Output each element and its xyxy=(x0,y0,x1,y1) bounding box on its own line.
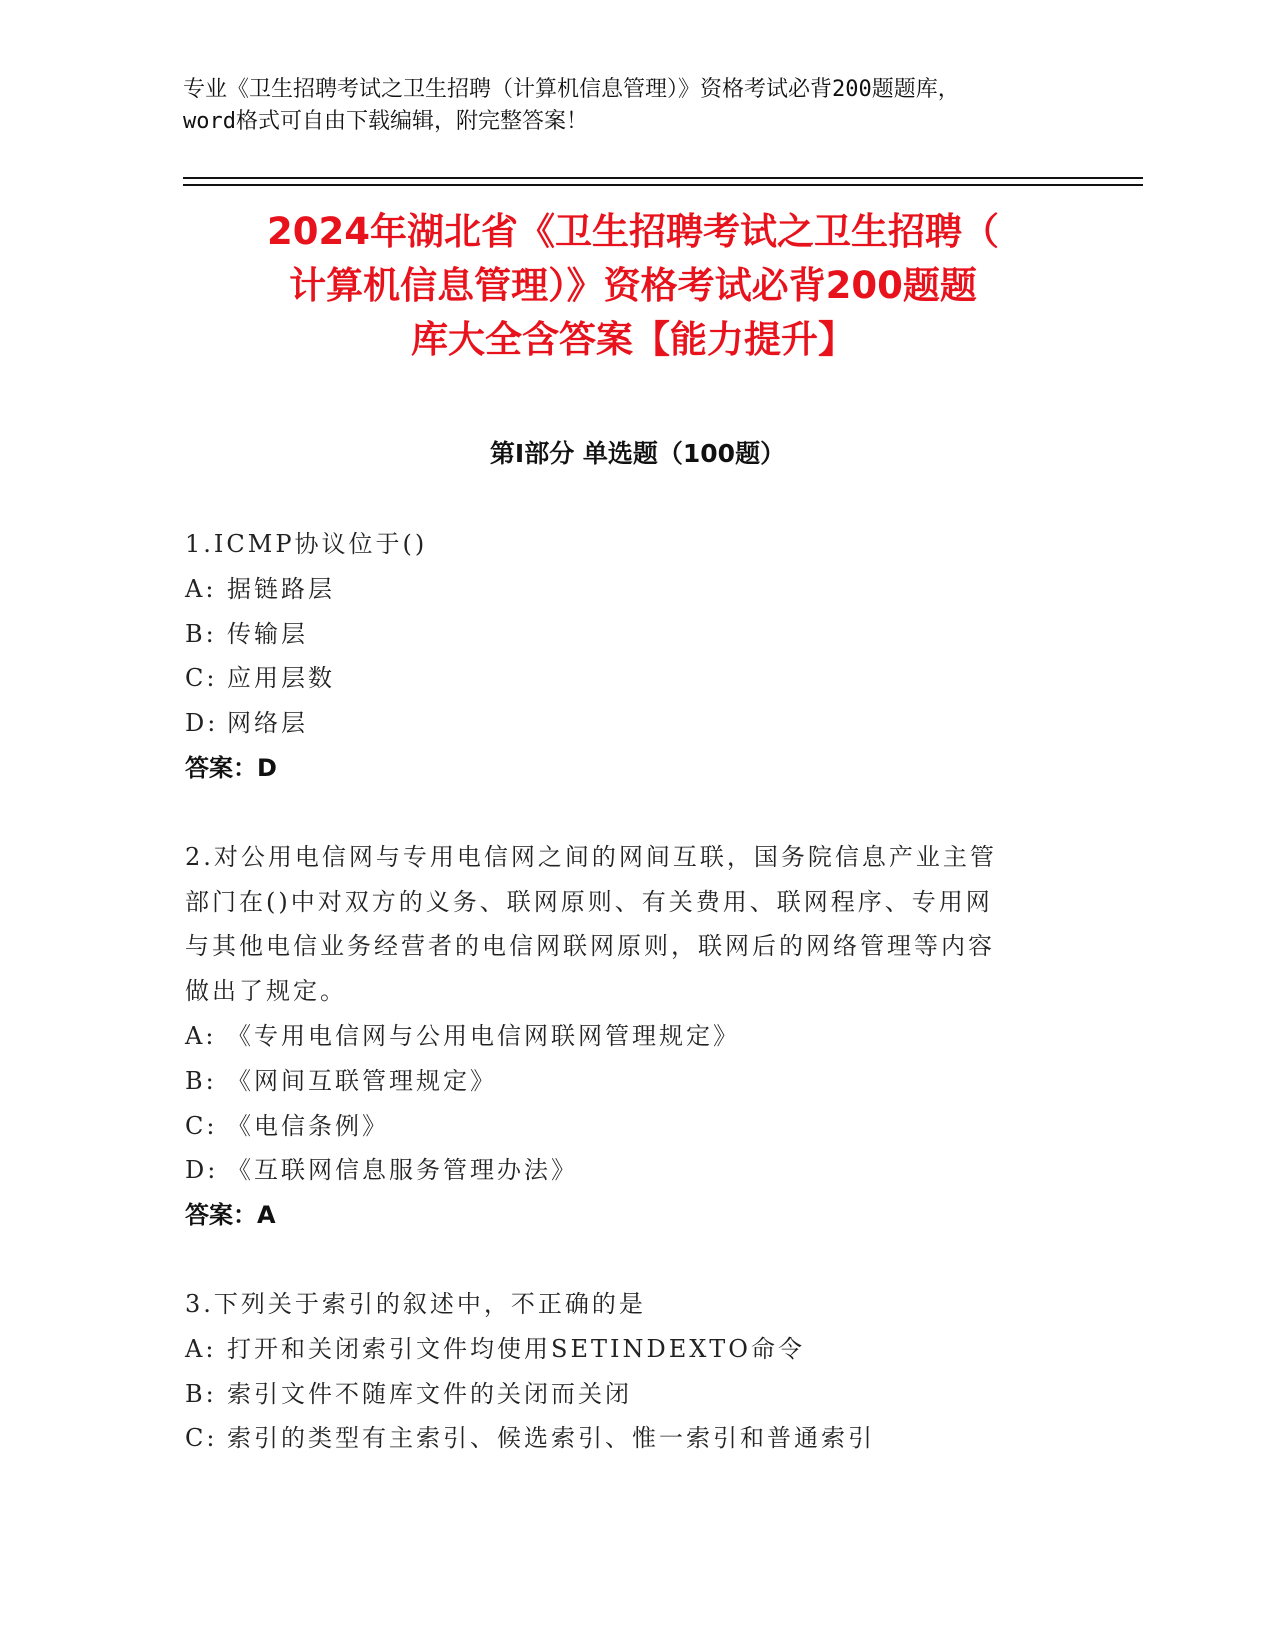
option-c xyxy=(185,1104,1065,1149)
question-stem-line: 1.ICMP协议位于() xyxy=(185,530,428,558)
question-1 xyxy=(185,522,1065,791)
option-a xyxy=(185,1327,1065,1372)
option-a xyxy=(185,567,1065,612)
option-b xyxy=(185,1372,1065,1417)
answer-line: 答案：D xyxy=(185,753,277,782)
option-a xyxy=(185,1014,1065,1059)
header-divider-top xyxy=(183,177,1143,179)
option-text: 《网间互联管理规定》 xyxy=(227,1066,497,1095)
question-stem-line: 部门在()中对双方的义务、联网原则、有关费用、联网程序、专用网 xyxy=(185,887,993,916)
option-letter: B: xyxy=(185,619,217,648)
question-stem-line: 2.对公用电信网与专用电信网之间的网间互联，国务院信息产业主管 xyxy=(185,842,997,871)
option-letter: D: xyxy=(185,1156,219,1185)
question-list xyxy=(185,522,1065,1505)
option-text: 据链路层 xyxy=(227,574,335,603)
option-letter: C: xyxy=(185,664,218,693)
document-title-line-2: 计算机信息管理）》资格考试必背200题题 xyxy=(289,264,977,307)
option-text: 应用层数 xyxy=(227,664,335,693)
question-stem xyxy=(185,1282,1065,1327)
option-letter: C: xyxy=(185,1111,218,1140)
option-letter: D: xyxy=(185,709,219,738)
question-2 xyxy=(185,835,1065,1238)
option-text: 传输层 xyxy=(227,619,308,648)
option-letter: A: xyxy=(185,1334,217,1363)
question-stem-line: 3.下列关于索引的叙述中，不正确的是 xyxy=(185,1289,646,1318)
option-text: 索引文件不随库文件的关闭而关闭 xyxy=(227,1379,632,1408)
question-stem-line: 做出了规定。 xyxy=(185,977,347,1006)
header-note xyxy=(183,74,1113,138)
option-d xyxy=(185,701,1065,746)
option-text: 《互联网信息服务管理办法》 xyxy=(227,1156,578,1185)
option-letter: B: xyxy=(185,1066,217,1095)
option-c xyxy=(185,1416,1065,1461)
option-c xyxy=(185,656,1065,701)
option-d xyxy=(185,1148,1065,1193)
option-text: 《电信条例》 xyxy=(227,1111,389,1140)
answer-line: 答案：A xyxy=(185,1201,276,1230)
section-title: 第Ⅰ部分 单选题（100题） xyxy=(489,439,786,468)
document-title-line-1: 2024年湖北省《卫生招聘考试之卫生招聘（ xyxy=(267,210,999,253)
question-stem xyxy=(185,835,1065,1014)
option-text: 《专用电信网与公用电信网联网管理规定》 xyxy=(227,1021,740,1050)
question-3 xyxy=(185,1282,1065,1461)
option-letter: A: xyxy=(185,574,217,603)
document-title-line-3: 库大全含答案【能力提升】 xyxy=(411,318,855,361)
option-letter: A: xyxy=(185,1021,217,1050)
header-note-line-2: word格式可自由下载编辑，附完整答案！ xyxy=(183,109,588,134)
question-stem-line: 与其他电信业务经营者的电信网联网原则，联网后的网络管理等内容 xyxy=(185,932,995,961)
option-b xyxy=(185,1059,1065,1104)
document-title xyxy=(183,205,1083,367)
option-letter: C: xyxy=(185,1424,218,1453)
header-divider-bottom xyxy=(183,184,1143,186)
option-b xyxy=(185,612,1065,657)
question-stem xyxy=(185,522,1065,567)
option-text: 网络层 xyxy=(227,709,308,738)
header-note-line-1: 专业《卫生招聘考试之卫生招聘（计算机信息管理）》资格考试必背200题题库， xyxy=(183,77,960,102)
option-letter: B: xyxy=(185,1379,217,1408)
option-text: 索引的类型有主索引、候选索引、惟一索引和普通索引 xyxy=(227,1424,875,1453)
option-text: 打开和关闭索引文件均使用SETINDEXTO命令 xyxy=(227,1334,805,1363)
